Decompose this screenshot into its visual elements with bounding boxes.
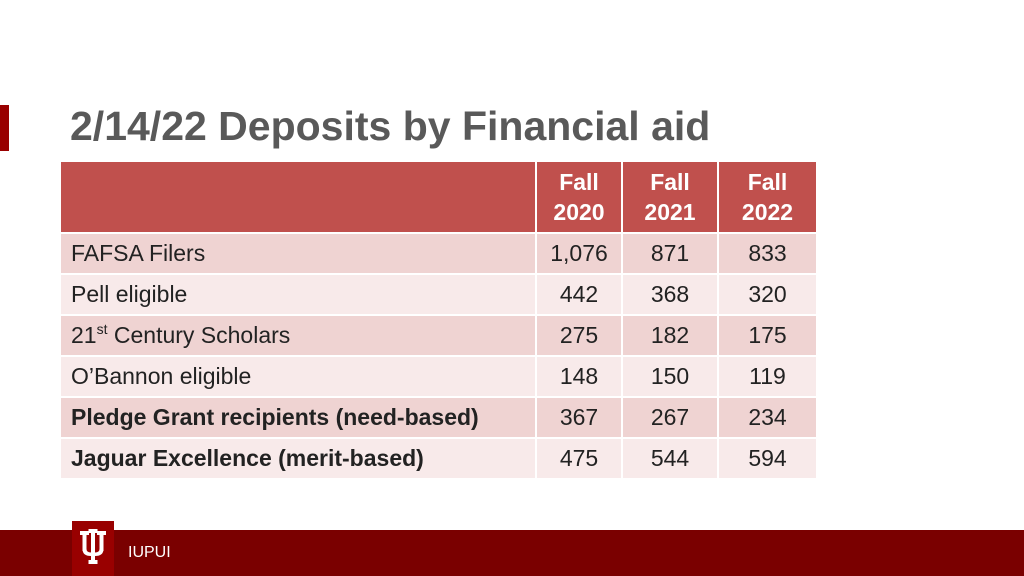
cell-value: 119 — [718, 356, 817, 397]
cell-value: 150 — [622, 356, 718, 397]
cell-value: 182 — [622, 315, 718, 356]
row-label-suffix: Century Scholars — [107, 322, 291, 348]
header-empty-cell — [60, 161, 536, 233]
row-label: Pell eligible — [60, 274, 536, 315]
cell-value: 175 — [718, 315, 817, 356]
cell-value: 442 — [536, 274, 622, 315]
column-header-fall-2022 — [718, 161, 817, 233]
cell-value: 1,076 — [536, 233, 622, 274]
column-header-fall-2020 — [536, 161, 622, 233]
table-row — [60, 356, 817, 397]
footer-brand-text: IUPUI — [128, 544, 171, 561]
row-label: Pledge Grant recipients (need-based) — [60, 397, 536, 438]
cell-value: 833 — [718, 233, 817, 274]
cell-value: 368 — [622, 274, 718, 315]
cell-value: 234 — [718, 397, 817, 438]
slide-title: 2/14/22 Deposits by Financial aid — [70, 103, 711, 149]
cell-value: 544 — [622, 438, 718, 479]
table-row — [60, 397, 817, 438]
iu-trident-icon — [78, 529, 108, 569]
table-header-row — [60, 161, 817, 233]
column-header-line2: 2020 — [553, 199, 605, 225]
row-label: FAFSA Filers — [60, 233, 536, 274]
iu-logo — [72, 521, 114, 576]
cell-value: 275 — [536, 315, 622, 356]
column-header-line2: 2022 — [741, 199, 794, 225]
cell-value: 594 — [718, 438, 817, 479]
row-label — [60, 315, 536, 356]
table-row — [60, 438, 817, 479]
column-header-fall-2021 — [622, 161, 718, 233]
column-header-line2: 2021 — [644, 199, 696, 225]
cell-value: 320 — [718, 274, 817, 315]
column-header-line1: Fall — [650, 169, 690, 195]
column-header-line1: Fall — [559, 169, 599, 195]
column-header-line1: Fall — [747, 169, 788, 195]
cell-value: 871 — [622, 233, 718, 274]
row-label: Jaguar Excellence (merit-based) — [60, 438, 536, 479]
row-label-prefix: 21 — [71, 322, 97, 348]
cell-value: 148 — [536, 356, 622, 397]
cell-value: 475 — [536, 438, 622, 479]
cell-value: 367 — [536, 397, 622, 438]
row-label-superscript: st — [96, 321, 108, 337]
row-label: O’Bannon eligible — [60, 356, 536, 397]
financial-aid-table — [59, 160, 818, 480]
title-accent-bar — [0, 105, 9, 151]
table-row — [60, 274, 817, 315]
cell-value: 267 — [622, 397, 718, 438]
table-row — [60, 233, 817, 274]
table-row — [60, 315, 817, 356]
